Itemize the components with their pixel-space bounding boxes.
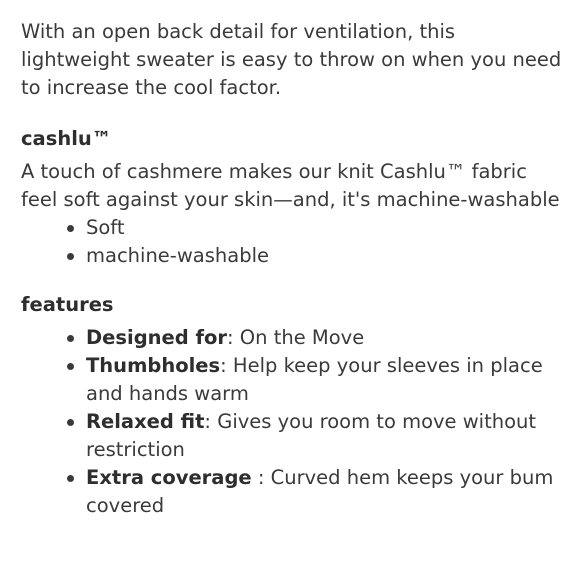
feature-name: Relaxed fit <box>86 410 205 433</box>
feature-item-extra-coverage <box>21 464 566 520</box>
bullet-icon <box>67 225 74 232</box>
feature-description: Curved hem keeps your bum covered <box>86 466 554 517</box>
feature-item-thumbholes <box>21 352 566 408</box>
feature-description: On the Move <box>239 326 365 349</box>
bullet-icon <box>67 419 74 426</box>
product-description <box>21 18 566 520</box>
cashlu-description: A touch of cashmere makes our knit Cashlu™ fabric feel soft against your skin—and, it's machine-washable <box>21 160 560 211</box>
feature-name: Thumbholes <box>86 354 221 377</box>
feature-name: Designed for <box>86 326 228 349</box>
features-list <box>21 324 566 520</box>
feature-separator: : <box>220 354 233 377</box>
list-item <box>21 242 566 270</box>
feature-description: Help keep your sleeves in place and hands warm <box>86 354 543 405</box>
intro-paragraph: With an open back detail for ventilation, this lightweight sweater is easy to throw on when you need to increase the cool factor. <box>21 20 562 99</box>
feature-separator: : <box>251 466 271 489</box>
list-item-text: Soft <box>86 216 125 239</box>
feature-separator: : <box>204 410 218 433</box>
feature-separator: : <box>227 326 240 349</box>
list-item <box>21 214 566 242</box>
feature-item-designed-for <box>21 324 566 352</box>
bullet-icon <box>67 475 74 482</box>
features-heading: features <box>21 293 114 316</box>
cashlu-heading: cashlu™ <box>21 127 112 150</box>
feature-description: Gives you room to move without restriction <box>86 410 537 461</box>
bullet-icon <box>67 335 74 342</box>
cashlu-bullet-list <box>21 214 566 270</box>
bullet-icon <box>67 253 74 260</box>
bullet-icon <box>67 363 74 370</box>
list-item-text: machine-washable <box>86 244 269 267</box>
feature-name: Extra coverage <box>86 466 252 489</box>
feature-item-relaxed-fit <box>21 408 566 464</box>
